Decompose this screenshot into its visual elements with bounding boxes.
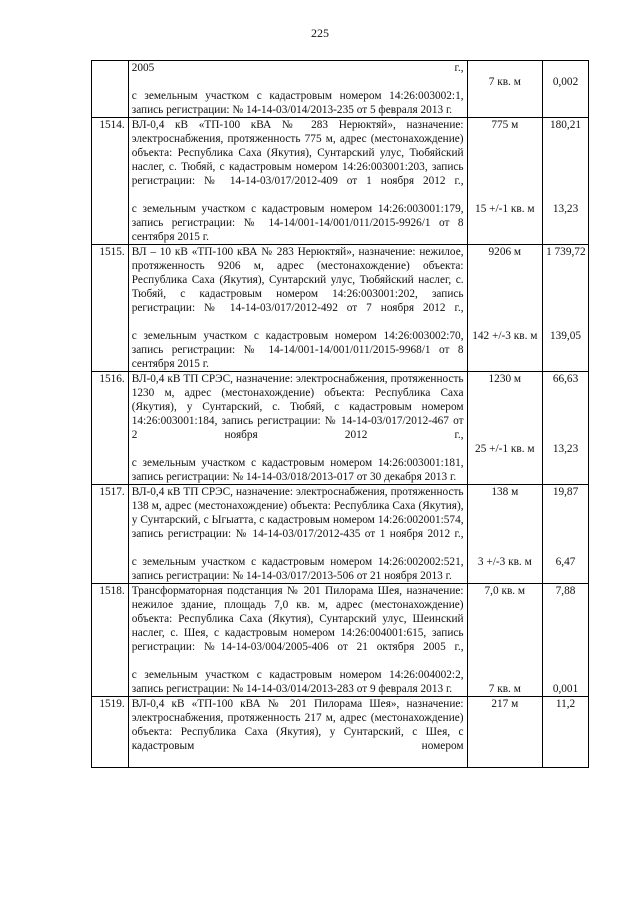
object-value [546,61,585,75]
table-row [92,245,589,372]
row-number: 1516. [92,372,129,485]
row-number: 1515. [92,245,129,372]
object-value: 19,87 [552,486,579,498]
table-row [92,372,589,485]
land-plot-description: с земельным участком с кадастровым номером 14:26:004002:2, запись регистрации: № 14-14-03/014/2013-283 от 9 февраля 2013 г. [131,669,464,695]
land-area: 142 +/-3 кв. м [472,330,538,342]
object-area: 217 м [491,698,519,710]
land-plot-description: с земельным участком с кадастровым номером 14:26:003002:1, запись регистрации: № 14-14-03/014/2013-235 от 5 февраля 2013 г. [131,90,464,116]
land-plot-description: с земельным участком с кадастровым номером 14:26:003001:179, запись регистрации: № 14-14/001-14/001/011/2015-9926/1 от 8 сентября 2015 г. [131,203,464,243]
object-area: 1230 м [488,373,522,385]
object-description: Трансформаторная подстанция № 201 Пилорама Шея, назначение: нежилое здание, площадь 7,0 кв. м, адрес (местонахождение) объекта: Республика Саха (Якутия), Сунтарский улус, Шеинский наслег, с. Шея, с кадастровым номером 14:26:004001:615, запись регистрации: №14-14-03/004/2005-406 от 21 октября 2005 г., [131,585,464,653]
land-area: 7 кв. м [488,683,521,695]
object-description: ВЛ – 10 кВ «ТП-100 кВА № 283 Нерюктяй», назначение: нежилое, протяженность 9206 м, адрес (местонахождение) объекта: Республика Саха (Якутия), Сунтарский улус, Тюбяйский наслег, с. Тюбяй, с кадастровым номером 14:26:003001:202, запись регистрации: № 14-14-03/017/2012-492 от 7 ноября 2012 г., [131,246,464,314]
object-value: 66,63 [552,373,579,385]
object-description: ВЛ-0,4 кВ ТП СРЭС, назначение: электроснабжения, протяженность 1230 м, адрес (местонахождение) объекта: Республика Саха (Якутия), у Сунтарский, с. Тюбяй, с кадастровым номером 14:26:003001:184, запись регистрации: № 14-14-03/017/2012-467 от 2 ноября 2012 г., [131,373,464,441]
row-number [92,61,129,118]
land-area: 25 +/-1 кв. м [475,443,535,455]
land-value: 0,002 [552,76,579,88]
table-row [92,61,589,118]
land-plot-description: с земельным участком с кадастровым номером 14:26:003001:181, запись регистрации: № 14-14-03/018/2013-017 от 30 декабря 2013 г. [131,457,464,483]
land-plot-description: с земельным участком с кадастровым номером 14:26:003002:70, запись регистрации: № 14-14/001-14/001/011/2015-9968/1 от 8 сентября 2015 г. [131,330,464,370]
object-area: 138 м [491,486,519,498]
land-plot-description: с земельным участком с кадастровым номером 14:26:002002:521, запись регистрации: № 14-14-03/017/2013-506 от 21 ноября 2013 г. [131,556,464,582]
object-value: 7,88 [555,585,576,597]
object-area [471,61,540,75]
object-value: 180,21 [549,119,582,131]
property-table [91,60,589,768]
land-area: 7 кв. м [488,76,521,88]
land-value: 13,23 [552,203,579,215]
object-description: ВЛ-0,4 кВ «ТП-100 кВА № 283 Нерюктяй», назначение: электроснабжения, протяженность 775 м, адрес (местонахождение) объекта: Республика Саха (Якутия), Сунтарский улус, Тюбяйский наслег, с. Тюбяй, с кадастровым номером 14:26:003001:203, запись регистрации: № 14-14-03/017/2012-409 от 1 ноября 2012 г., [131,119,464,187]
land-value: 13,23 [552,443,579,455]
object-value: 11,2 [555,698,576,710]
object-description: ВЛ-0,4 кВ «ТП-100 кВА № 201 Пилорама Шея», назначение: электроснабжения, протяженность 217 м, адрес (местонахождение) объекта: Республика Саха (Якутия), у Сунтарский, с Шея, с кадастровым номером [131,698,464,752]
land-area: 3 +/-3 кв. м [477,556,532,568]
page-number: 225 [311,26,329,40]
object-area: 9206 м [488,246,522,258]
table-row [92,118,589,245]
row-number: 1518. [92,584,129,697]
object-value: 1 739,72 [546,246,586,258]
row-number: 1519. [92,697,129,768]
object-area: 7,0 кв. м [484,585,526,597]
land-area: 15 +/-1 кв. м [475,203,535,215]
table-row [92,697,589,768]
object-description: ВЛ-0,4 кВ ТП СРЭС, назначение: электроснабжения, протяженность 138 м, адрес (местонахождение) объекта: Республика Саха (Якутия), у Сунтарский, с Ыгыатта, с кадастровым номером 14:26:002001:574, запись регистрации: № 14-14-03/017/2012-435 от 1 ноября 2012 г., [131,486,464,540]
row-number: 1517. [92,485,129,584]
table-row [92,485,589,584]
row-number: 1514. [92,118,129,245]
object-description: 2005 г., [131,62,464,74]
object-area: 775 м [491,119,519,131]
land-value: 139,05 [549,330,582,342]
table-row [92,584,589,697]
land-value: 6,47 [555,556,576,568]
land-value: 0,001 [552,683,579,695]
